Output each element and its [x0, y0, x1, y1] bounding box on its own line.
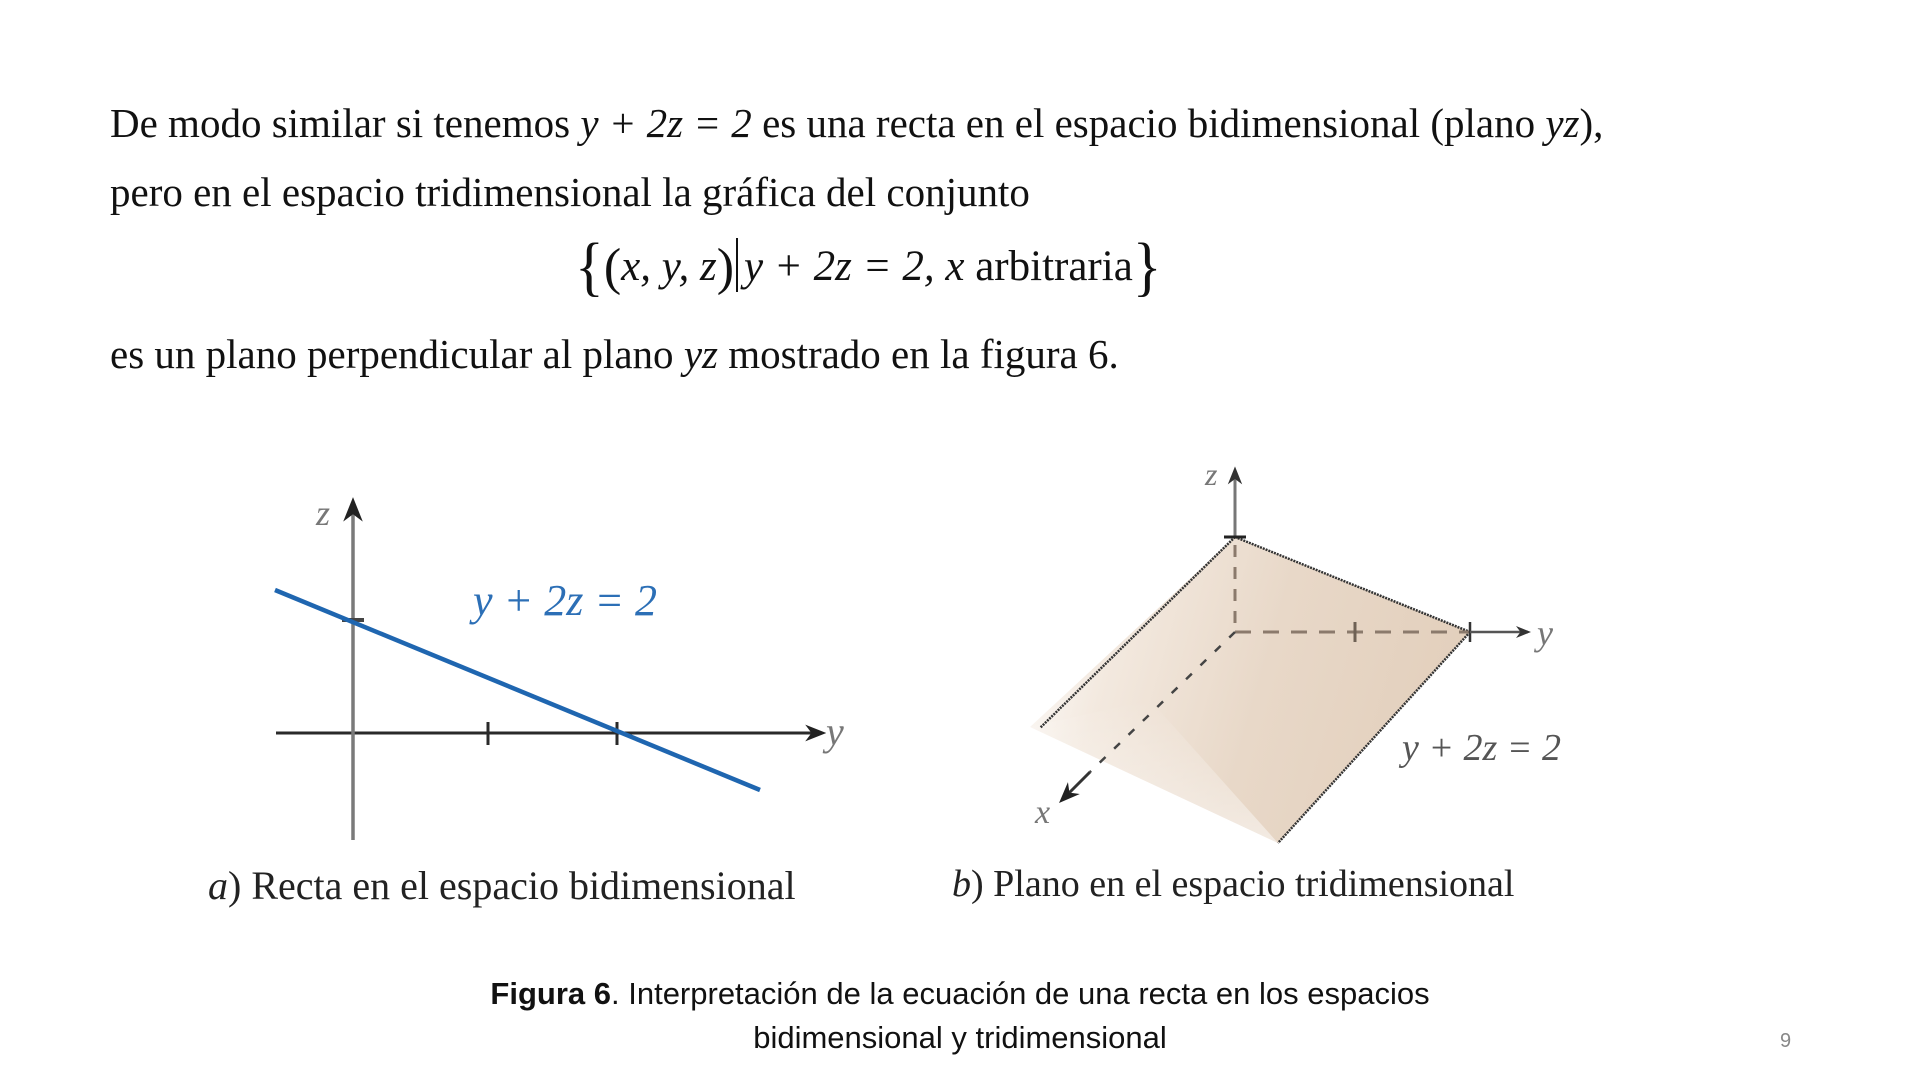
caption-letter: b	[952, 863, 971, 905]
open-brace: {	[575, 229, 604, 303]
figure-caption-line-1	[0, 972, 1920, 1016]
figure-label: Figura 6	[490, 976, 611, 1011]
condition-variable: x	[945, 243, 965, 290]
text: es un plano perpendicular al plano	[110, 331, 684, 377]
figure-a-caption	[208, 862, 796, 909]
open-paren: (	[603, 239, 622, 296]
figure-caption-line-2: bidimensional y tridimensional	[753, 1020, 1167, 1055]
tuple: x, y, z	[621, 243, 717, 290]
caption-text: ) Plano en el espacio tridimensional	[971, 863, 1515, 905]
line-equation-label: y + 2z = 2	[473, 576, 658, 625]
x-axis-3d-label: x	[1035, 794, 1051, 831]
close-brace: }	[1132, 229, 1162, 303]
text: mostrado en la figura 6.	[717, 331, 1119, 377]
text: es una recta en el espacio bidimensional (plano	[751, 100, 1546, 146]
text: De modo similar si tenemos	[110, 100, 581, 146]
condition-text: arbitraria	[964, 243, 1133, 290]
paragraph-line-2: pero en el espacio tridimensional la gráfica del conjunto	[110, 169, 1030, 215]
figure-caption-text: . Interpretación de la ecuación de una recta en los espacios	[611, 976, 1430, 1011]
figure-b-caption	[952, 862, 1514, 906]
inline-variable: yz	[683, 331, 718, 377]
condition-equation: y + 2z = 2,	[744, 243, 946, 290]
text: ),	[1579, 100, 1604, 146]
caption-text: ) Recta en el espacio bidimensional	[228, 863, 796, 908]
y-axis-label: y	[826, 709, 844, 754]
plane-equation-label: y + 2z = 2	[1402, 727, 1561, 769]
x-axis-3d	[1062, 772, 1090, 800]
caption-letter: a	[208, 863, 228, 908]
inline-equation: y + 2z = 2	[580, 100, 752, 146]
z-axis-3d-label: z	[1205, 456, 1218, 492]
z-axis-label: z	[316, 493, 331, 533]
inline-variable: yz	[1545, 100, 1580, 146]
close-paren: )	[716, 239, 735, 296]
page-number: 9	[1780, 1030, 1792, 1052]
plane-y-plus-2z-eq-2	[1030, 537, 1470, 843]
y-axis-3d-label: y	[1537, 613, 1553, 653]
